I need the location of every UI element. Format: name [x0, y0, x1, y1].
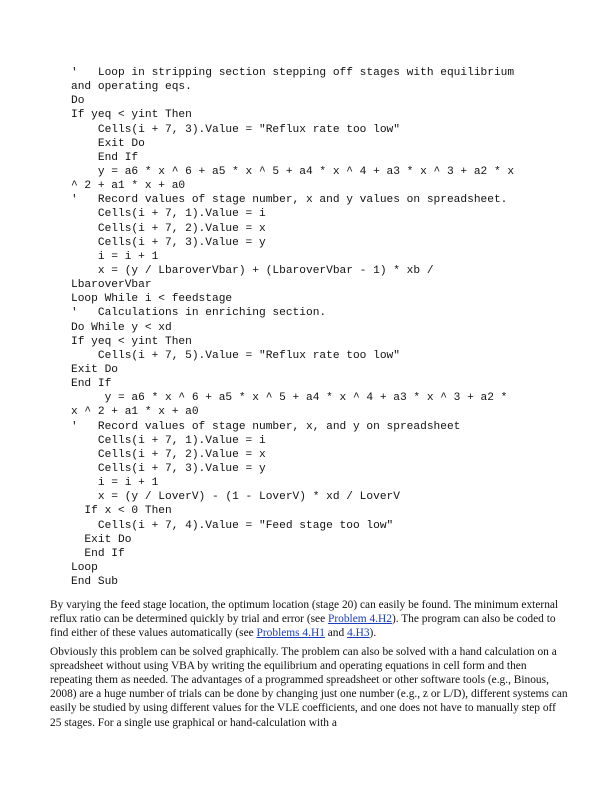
code-line: Cells(i + 7, 4).Value = "Feed stage too low" — [71, 519, 394, 532]
code-line: If yeq < yint Then — [71, 109, 192, 122]
code-line: i = i + 1 — [71, 250, 159, 263]
code-line: Cells(i + 7, 5).Value = "Reflux rate too low" — [71, 349, 400, 362]
code-line: LbaroverVbar — [71, 279, 152, 292]
code-line: Loop While i < feedstage — [71, 293, 233, 306]
code-line: Do — [71, 95, 85, 108]
code-line: End If — [71, 547, 125, 560]
code-line: Loop — [71, 561, 98, 574]
vba-code-block — [71, 66, 571, 589]
paragraph-feed-stage — [50, 598, 570, 641]
code-line: Cells(i + 7, 2).Value = x — [71, 448, 266, 461]
link-problem-4h2[interactable]: Problem 4.H2 — [328, 613, 392, 626]
link-problems-4h1[interactable]: Problems 4.H1 — [256, 627, 325, 640]
code-line: Exit Do — [71, 363, 118, 376]
prose-section — [50, 598, 570, 734]
code-line: Cells(i + 7, 3).Value = y — [71, 462, 266, 475]
code-line: End If — [71, 151, 139, 164]
code-line: and operating eqs. — [71, 81, 192, 94]
code-line: x = (y / LbaroverVbar) + (LbaroverVbar - 1) * xb / — [71, 264, 434, 277]
link-4h3[interactable]: 4.H3 — [347, 627, 370, 640]
code-line: Cells(i + 7, 3).Value = y — [71, 236, 266, 249]
code-line: If x < 0 Then — [71, 505, 172, 518]
code-line: ' Record values of stage number, x, and y on spreadsheet — [71, 420, 461, 433]
paragraph-text: and — [324, 627, 348, 640]
code-line: ^ 2 + a1 * x + a0 — [71, 180, 186, 193]
paragraph-text: By varying the feed stage location, the optimum location (stage 20) can easily be found. The minimum external reflux ratio can be determined quickly by trial and error (see — [50, 599, 559, 626]
paragraph-graphical: Obviously this problem can be solved graphically. The problem can also be solved with a hand calculation on a spreadsheet without using VBA by writing the equilibrium and operating equations in cell form and then repeating them as needed. The advantages of a programmed spreadsheet or other software tools (e.g., Binous, 2008) are a huge number of trials can be done by changing just one number (e.g., z or L/D), different systems can easily be studied by using different values for the VLE coefficients, and one does not have to manually step off 25 stages. For a single use graphical or hand-calculation with a — [50, 645, 568, 729]
paragraph-text: ). The program can also be coded to find either of these values automatically (see — [50, 613, 556, 640]
code-line: ' Loop in stripping section stepping off stages with equilibrium — [71, 67, 515, 79]
code-line: End Sub — [71, 576, 118, 589]
code-line: If yeq < yint Then — [71, 335, 192, 348]
code-line: Cells(i + 7, 2).Value = x — [71, 222, 266, 235]
code-line: i = i + 1 — [71, 477, 159, 490]
code-line: y = a6 * x ^ 6 + a5 * x ^ 5 + a4 * x ^ 4 + a3 * x ^ 3 + a2 * — [71, 392, 508, 405]
code-line: x = (y / LoverV) - (1 - LoverV) * xd / LoverV — [71, 491, 400, 504]
code-line: y = a6 * x ^ 6 + a5 * x ^ 5 + a4 * x ^ 4 + a3 * x ^ 3 + a2 * x — [71, 165, 515, 178]
code-line: ' Record values of stage number, x and y values on spreadsheet. — [71, 194, 508, 207]
code-line: End If — [71, 378, 112, 391]
code-line: Do While y < xd — [71, 321, 172, 334]
code-line: ' Calculations in enriching section. — [71, 307, 327, 320]
code-line: Cells(i + 7, 3).Value = "Reflux rate too low" — [71, 123, 400, 136]
paragraph-text: ). — [369, 627, 377, 640]
code-line: Exit Do — [71, 533, 132, 546]
code-line: Cells(i + 7, 1).Value = i — [71, 208, 266, 221]
code-line: x ^ 2 + a1 * x + a0 — [71, 406, 199, 419]
code-line: Exit Do — [71, 137, 145, 150]
code-line: Cells(i + 7, 1).Value = i — [71, 434, 266, 447]
